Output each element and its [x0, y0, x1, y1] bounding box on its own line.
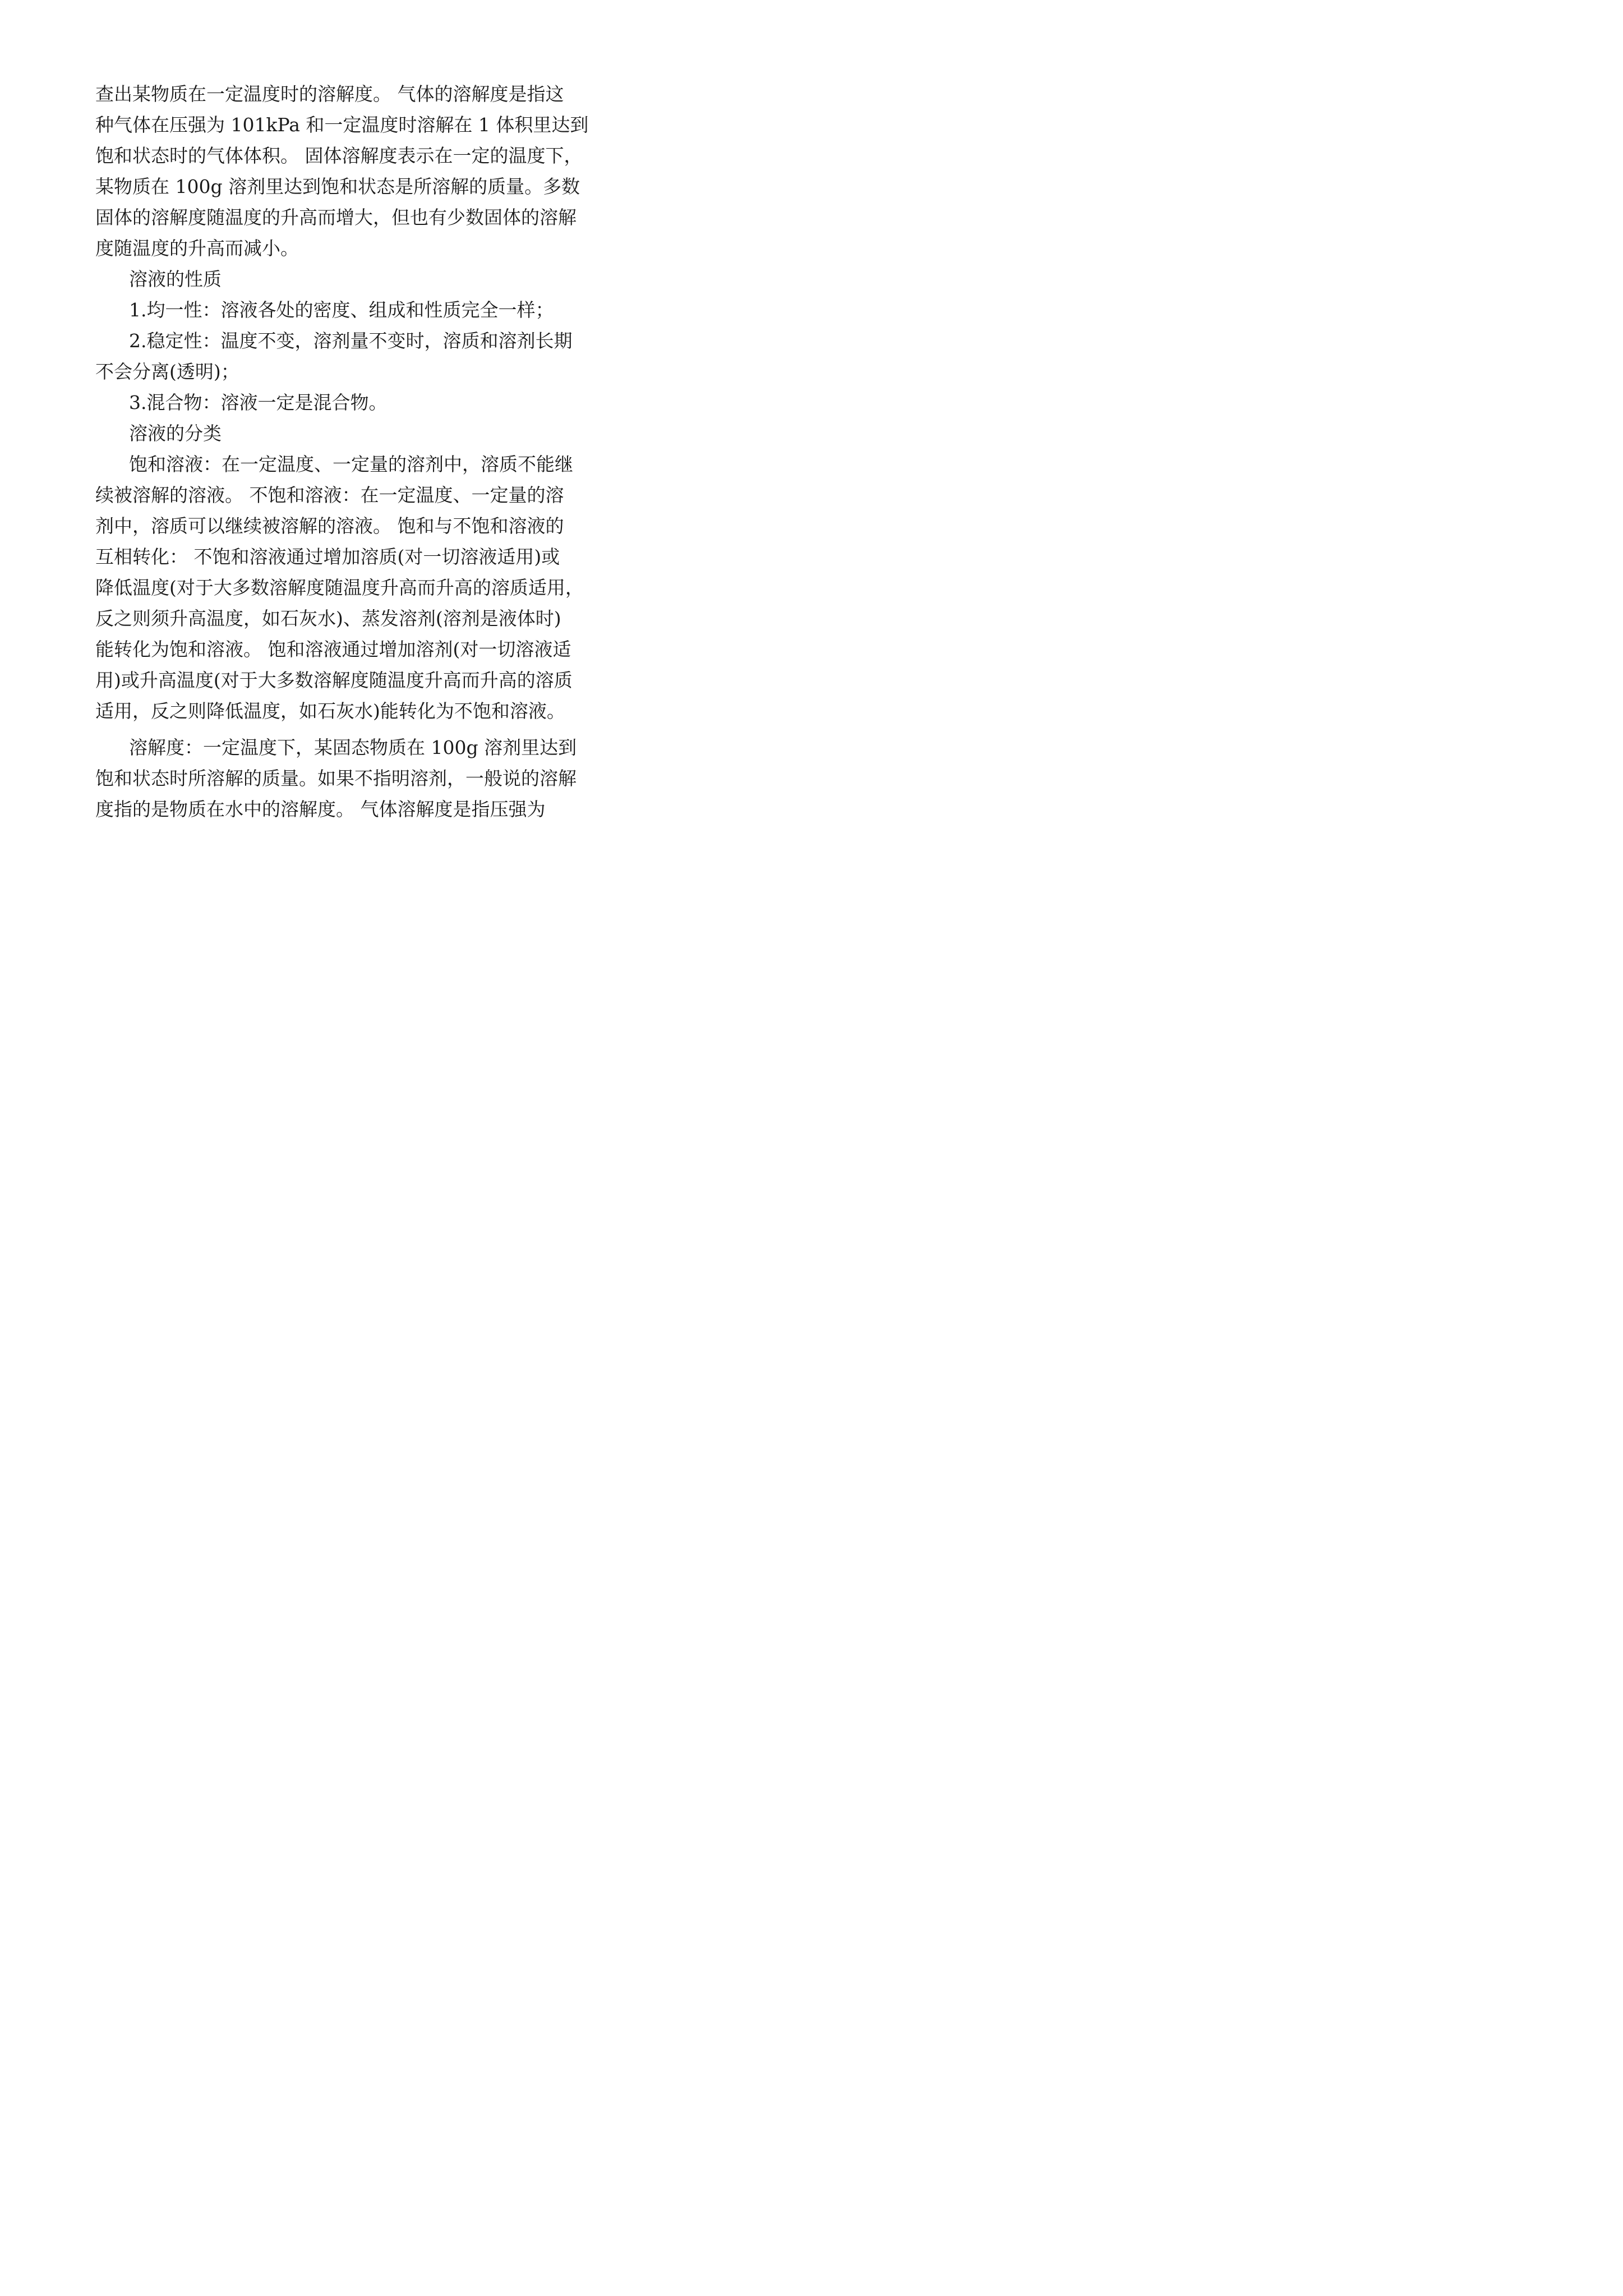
paragraph-line: 互相转化： 不饱和溶液通过增加溶质(对一切溶液适用)或 — [95, 546, 560, 568]
list-item: 3.混合物：溶液一定是混合物。 — [129, 392, 388, 413]
section-heading: 溶液的性质 — [129, 268, 222, 290]
document-page — [0, 0, 628, 888]
paragraph-line: 饱和溶液：在一定温度、一定量的溶剂中，溶质不能继 — [129, 453, 573, 475]
paragraph-line: 查出某物质在一定温度时的溶解度。 气体的溶解度是指这 — [95, 83, 564, 105]
paragraph-line: 饱和状态时所溶解的质量。如果不指明溶剂，一般说的溶解 — [95, 767, 577, 789]
paragraph-line: 种气体在压强为 101kPa 和一定温度时溶解在 1 体积里达到 — [95, 114, 589, 136]
paragraph-line: 适用，反之则降低温度，如石灰水)能转化为不饱和溶液。 — [95, 700, 565, 722]
paragraph-line: 不会分离(透明)； — [95, 361, 239, 383]
paragraph-line: 度随温度的升高而减小。 — [95, 237, 299, 259]
paragraph-line: 溶解度：一定温度下，某固态物质在 100g 溶剂里达到 — [129, 737, 577, 758]
paragraph-line: 度指的是物质在水中的溶解度。 气体溶解度是指压强为 — [95, 798, 546, 820]
list-item: 1.均一性：溶液各处的密度、组成和性质完全一样； — [129, 299, 554, 321]
list-item: 2.稳定性：温度不变，溶剂量不变时，溶质和溶剂长期 — [129, 330, 573, 352]
paragraph-line: 用)或升高温度(对于大多数溶解度随温度升高而升高的溶质 — [95, 669, 573, 691]
paragraph-line: 固体的溶解度随温度的升高而增大，但也有少数固体的溶解 — [95, 206, 577, 228]
paragraph-line: 饱和状态时的气体体积。 固体溶解度表示在一定的温度下， — [95, 145, 583, 167]
paragraph-line: 降低温度(对于大多数溶解度随温度升高而升高的溶质适用， — [95, 577, 584, 599]
paragraph-line: 剂中，溶质可以继续被溶解的溶液。 饱和与不饱和溶液的 — [95, 515, 564, 537]
section-heading: 溶液的分类 — [129, 422, 222, 444]
paragraph-line: 续被溶解的溶液。 不饱和溶液：在一定温度、一定量的溶 — [95, 484, 564, 506]
paragraph-line: 反之则须升高温度，如石灰水)、蒸发溶剂(溶剂是液体时) — [95, 608, 561, 629]
paragraph-line: 能转化为饱和溶液。 饱和溶液通过增加溶剂(对一切溶液适 — [95, 638, 571, 660]
paragraph-line: 某物质在 100g 溶剂里达到饱和状态是所溶解的质量。多数 — [95, 176, 580, 197]
